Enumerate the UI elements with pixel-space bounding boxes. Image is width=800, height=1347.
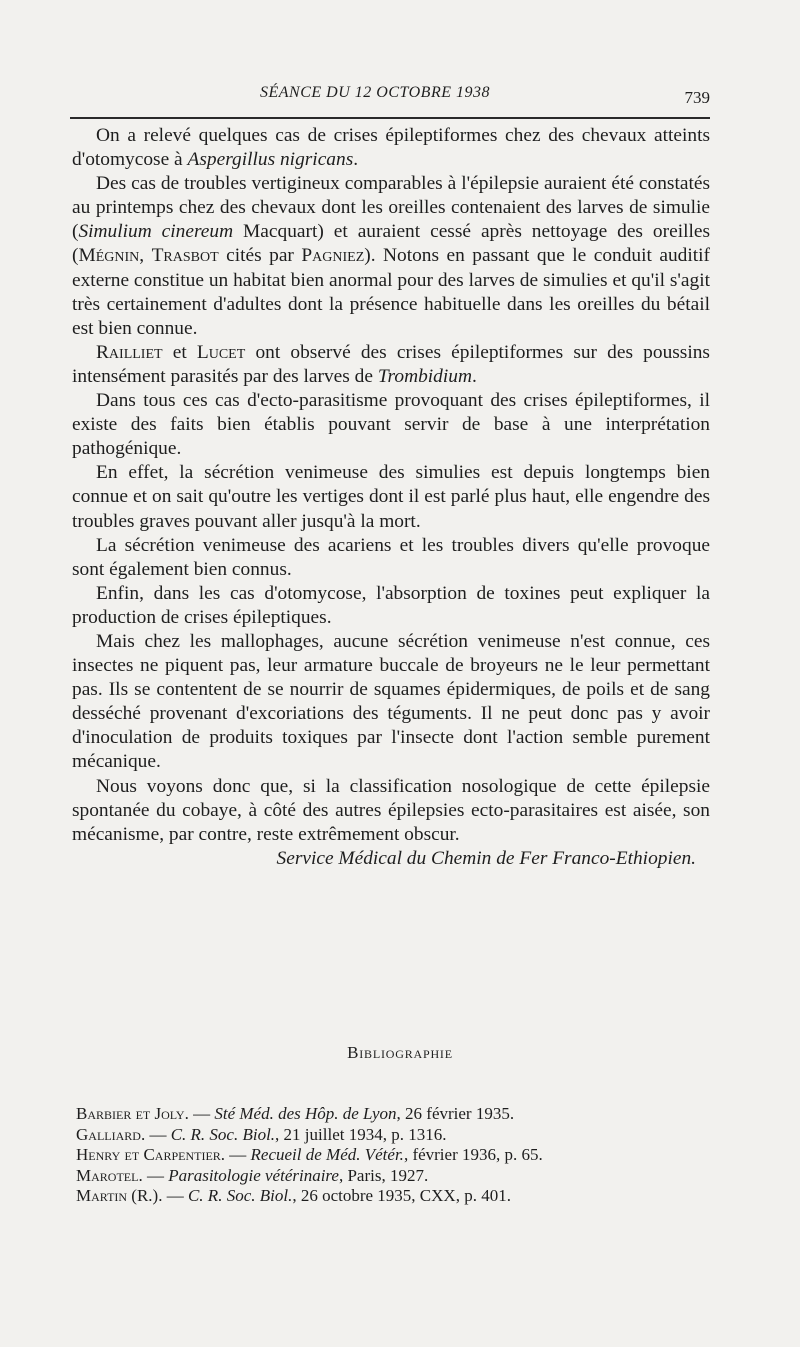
italic-text: Simulium cinereum [78,221,234,243]
text-run: et [162,341,197,363]
bibliography-entry [76,1145,716,1166]
bibliography-heading: Bibliographie [347,1043,453,1062]
paragraph [72,534,710,582]
reference-journal: Recueil de Méd. Vétér. [250,1145,404,1164]
paragraph-list [72,124,710,847]
reference-separator: . — [138,1165,169,1185]
bibliography-entry [76,1104,716,1125]
text-run: On a relevé quelques cas de crises épileptiformes chez des chevaux atteints d'otomycose à [72,125,710,171]
reference-authors: Galliard [76,1124,141,1144]
reference-journal: Parasitologie vétérinaire [168,1165,339,1185]
paragraph [72,172,710,341]
page-number: 739 [684,88,710,107]
paragraph [72,582,710,630]
paragraph [72,341,710,389]
reference-journal: C. R. Soc. Biol. [187,1186,293,1205]
reference-authors: Henry et Carpentier [76,1145,221,1164]
text-run: Macquart) et auraient cessé après nettoyage des oreilles ( [72,221,711,267]
reference-separator: . — [184,1104,215,1123]
paragraph [72,775,710,847]
reference-authors: Marotel [76,1165,139,1185]
text-run: La sécrétion venimeuse des acariens et les troubles divers qu'elle provoque sont également bien connus. [72,534,710,580]
text-run: Dans tous ces cas d'ecto-parasitisme provoquant des crises épileptiformes, il existe des faits bien établis pouvant servir de base à une interprétation pathogénique. [72,390,710,460]
reference-details: , 21 juillet 1934, p. 1316. [275,1124,447,1144]
author-name: Trasbot [151,245,219,267]
text-run: ). Notons en passant que le conduit auditif externe constitue un habitat bien anormal pour des larves de simulies et qu'il s'agit très certainement d'adultes dont la présence habituelle dans les oreilles du bétail est bien connue. [72,245,710,339]
author-name: Lucet [196,341,246,363]
text-run: . [471,365,477,387]
author-name: Railliet [96,341,163,363]
bibliography-list [76,1104,716,1207]
author-name: Mégnin [78,245,140,267]
paragraph [72,461,710,533]
reference-separator: . — [140,1124,171,1144]
reference-separator: . — [220,1145,251,1164]
text-run: Mais chez les mallophages, aucune sécrétion venimeuse n'est connue, ces insectes ne piquent pas, leur armature buccale de broyeurs ne le leur permettant pas. Ils se contentent de se nourrir de squames épidermiques, de poils et de sang desséché provenant d'excoriations des téguments. Il ne peut donc pas y avoir d'inoculation de produits toxiques par l'insecte dont l'action semble purement mécanique. [72,630,710,773]
paragraph [72,124,710,172]
reference-journal: Sté Méd. des Hôp. de Lyon [214,1104,397,1123]
running-title: SÉANCE DU 12 OCTOBRE 1938 [260,84,490,101]
reference-separator: . — [158,1186,188,1205]
attribution: Service Médical du Chemin de Fer Franco-Ethiopien. [276,847,696,869]
text-run: cités par [218,245,302,267]
bibliography-entry [76,1186,716,1207]
header-rule [70,117,710,119]
text-run: , [139,245,152,267]
paragraph [72,630,710,775]
reference-details: , Paris, 1927. [338,1165,429,1185]
text-run: Des cas de troubles vertigineux comparables à l'épilepsie auraient été constatés au printemps chez des chevaux dont les oreilles contenaient des larves de simulie ( [72,173,710,243]
page-header [70,84,710,114]
reference-details: , 26 octobre 1935, CXX, p. 401. [292,1186,511,1205]
bibliography-entry [76,1125,716,1146]
text-run: En effet, la sécrétion venimeuse des simulies est depuis longtemps bien connue et on sait qu'outre les vertiges dont il est parlé plus haut, elle engendre des troubles graves pouvant aller jusqu'à la mort. [72,462,710,532]
reference-authors: Martin (R.) [76,1186,159,1205]
paragraph [72,389,710,461]
italic-text: Aspergillus nigricans [187,149,354,171]
text-run: Enfin, dans les cas d'otomycose, l'absorption de toxines peut expliquer la production de crises épileptiques. [72,582,710,628]
reference-journal: C. R. Soc. Biol. [170,1124,276,1144]
author-name: Pagniez [301,245,365,267]
text-run: . [353,149,359,171]
bibliography-entry [76,1166,716,1187]
reference-details: , février 1936, p. 65. [403,1145,543,1164]
text-run: Nous voyons donc que, si la classification nosologique de cette épilepsie spontanée du cobaye, à côté des autres épilepsies ecto-parasitaires est aisée, son mécanisme, par contre, reste extrêmement obscur. [72,775,710,845]
reference-details: , 26 février 1935. [396,1104,515,1123]
body-text [72,124,710,871]
reference-authors: Barbier et Joly [76,1104,185,1123]
italic-text: Trombidium [377,365,472,387]
text-run: ont observé des crises épileptiformes sur des poussins intensément parasités par des larves de [72,341,710,387]
